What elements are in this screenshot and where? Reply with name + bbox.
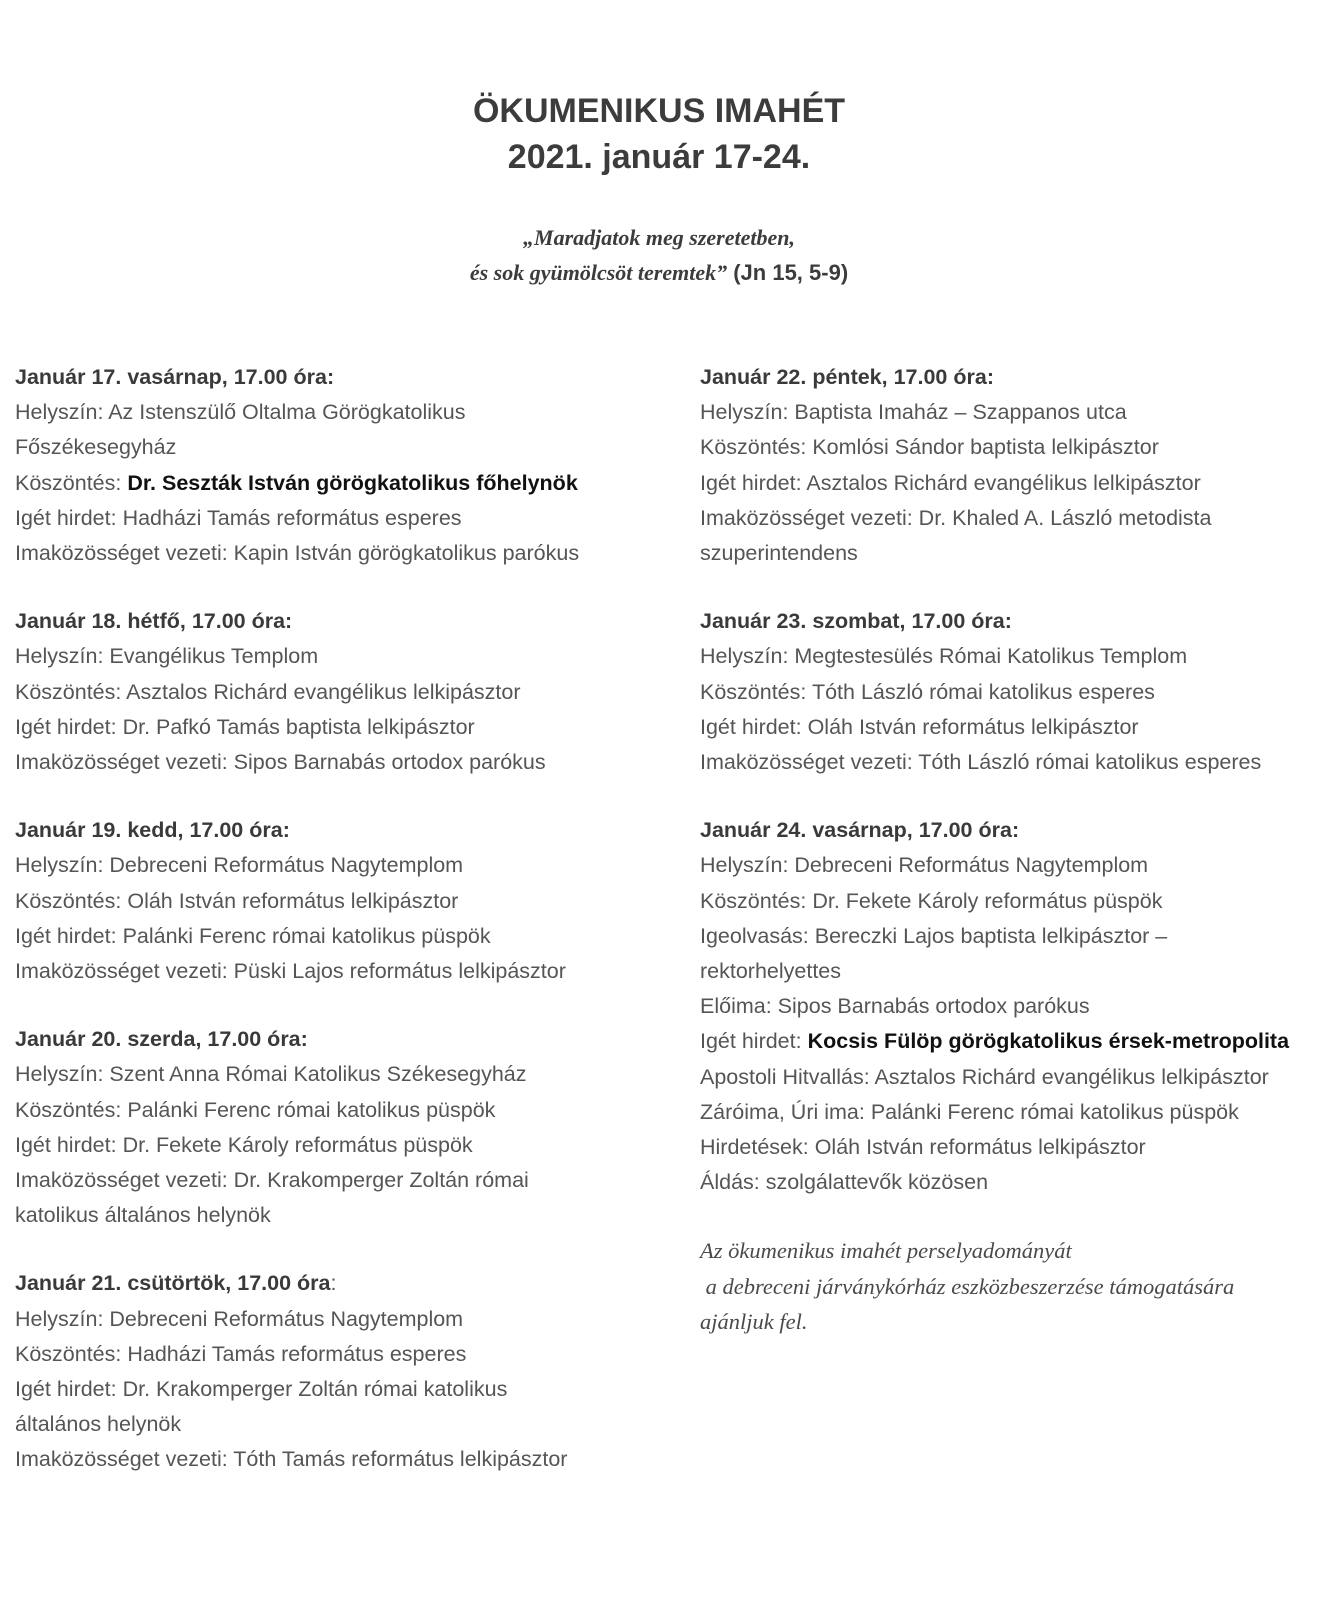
- motto-line-1: „Maradjatok meg szeretetben,: [523, 225, 795, 250]
- event-location: Helyszín: Megtestesülés Római Katolikus Templom: [700, 644, 1188, 669]
- note-line-1: Az ökumenikus imahét perselyadományát: [700, 1238, 1072, 1264]
- event-heading: Január 22. péntek, 17.00 óra:: [700, 365, 994, 389]
- document-header: [0, 88, 1318, 180]
- event-sermon: Igét hirdet: Dr. Fekete Károly református püspök: [15, 1132, 473, 1157]
- event-location: Helyszín: Debreceni Református Nagytemplom: [15, 853, 464, 878]
- event-prayer: Imaközösséget vezeti: Dr. Krakomperger Zoltán római katolikus általános helynök: [15, 1168, 529, 1228]
- event-jan-17: [15, 360, 655, 571]
- event-greeting: Köszöntés: Tóth László római katolikus esperes: [700, 679, 1155, 704]
- event-prayer: Imaközösséget vezeti: Kapin István görögkatolikus parókus: [15, 541, 580, 566]
- event-jan-23: [700, 604, 1310, 780]
- event-reading: Igeolvasás: Bereczki Lajos baptista lelkipásztor – rektorhelyettes: [700, 923, 1168, 984]
- motto-quote: [0, 220, 1318, 290]
- event-location: Helyszín: Az Istenszülő Oltalma Görögkatolikus Főszékesegyház: [15, 400, 466, 460]
- event-location: Helyszín: Evangélikus Templom: [15, 644, 319, 669]
- motto-reference: (Jn 15, 5-9): [733, 260, 849, 285]
- motto-line-2: és sok gyümölcsöt teremtek” (Jn 15, 5-9): [469, 260, 849, 285]
- event-heading: Január 19. kedd, 17.00 óra:: [15, 818, 290, 843]
- greeting-highlight: Dr. Seszták István görögkatolikus főhelynök: [127, 470, 578, 495]
- event-greeting: Köszöntés: Dr. Seszták István görögkatolikus főhelynök: [15, 470, 578, 495]
- event-blessing: Áldás: szolgálattevők közösen: [700, 1170, 989, 1195]
- note-line-3: ajánljuk fel.: [700, 1308, 808, 1334]
- event-prayer: Imaközösséget vezeti: Sipos Barnabás ortodox parókus: [15, 750, 546, 775]
- event-heading: Január 18. hétfő, 17.00 óra:: [15, 609, 293, 634]
- event-greeting: Köszöntés: Komlósi Sándor baptista lelkipásztor: [700, 435, 1159, 460]
- event-sermon: Igét hirdet: Oláh István református lelkipásztor: [700, 714, 1139, 739]
- event-jan-18: [15, 604, 655, 780]
- event-location: Helyszín: Szent Anna Római Katolikus Székesegyház: [15, 1062, 527, 1087]
- event-sermon: Igét hirdet: Hadházi Tamás református esperes: [15, 505, 462, 530]
- donation-note: [700, 1233, 1310, 1339]
- event-location: Helyszín: Debreceni Református Nagytemplom: [700, 853, 1149, 878]
- event-sermon: Igét hirdet: Palánki Ferenc római katolikus püspök: [15, 923, 491, 948]
- event-jan-24: [700, 813, 1310, 1200]
- event-prayer: Imaközösséget vezeti: Püski Lajos református lelkipásztor: [15, 959, 566, 984]
- event-sermon: Igét hirdet: Dr. Pafkó Tamás baptista lelkipásztor: [15, 714, 475, 739]
- event-jan-19: [15, 813, 655, 989]
- event-location: Helyszín: Debreceni Református Nagytemplom: [15, 1306, 464, 1331]
- event-greeting: Köszöntés: Palánki Ferenc római katolikus püspök: [15, 1097, 496, 1122]
- event-prayer: Imaközösséget vezeti: Dr. Khaled A. László metodista szuperintendens: [700, 505, 1212, 566]
- event-greeting: Köszöntés: Oláh István református lelkipásztor: [15, 888, 459, 913]
- event-closing-prayer: Záróima, Úri ima: Palánki Ferenc római katolikus püspök: [700, 1099, 1239, 1124]
- event-heading: Január 24. vasárnap, 17.00 óra:: [700, 818, 1020, 843]
- schedule-left-column: [15, 360, 655, 1511]
- event-sermon: Igét hirdet: Asztalos Richárd evangélikus lelkipásztor: [700, 470, 1201, 495]
- event-creed: Apostoli Hitvallás: Asztalos Richárd evangélikus lelkipásztor: [700, 1064, 1269, 1089]
- event-jan-20: [15, 1022, 655, 1233]
- event-heading: Január 20. szerda, 17.00 óra:: [15, 1027, 308, 1052]
- event-jan-21: [15, 1266, 655, 1477]
- event-preprayer: Előima: Sipos Barnabás ortodox parókus: [700, 994, 1090, 1019]
- event-heading: Január 21. csütörtök, 17.00 óra:: [15, 1271, 337, 1296]
- event-prayer: Imaközösséget vezeti: Tóth László római katolikus esperes: [700, 750, 1262, 775]
- event-announcements: Hirdetések: Oláh István református lelkipásztor: [700, 1135, 1146, 1160]
- schedule-right-column: [700, 360, 1310, 1339]
- event-heading: Január 23. szombat, 17.00 óra:: [700, 609, 1012, 634]
- event-sermon: Igét hirdet: Dr. Krakomperger Zoltán római katolikus általános helynök: [15, 1377, 508, 1437]
- event-dates: 2021. január 17-24.: [507, 138, 811, 176]
- event-greeting: Köszöntés: Asztalos Richárd evangélikus lelkipásztor: [15, 679, 521, 704]
- note-line-2: a debreceni járványkórház eszközbeszerzése támogatására: [700, 1273, 1235, 1299]
- event-prayer: Imaközösséget vezeti: Tóth Tamás református lelkipásztor: [15, 1447, 568, 1472]
- page-title: ÖKUMENIKUS IMAHÉT: [472, 92, 846, 130]
- sermon-highlight: Kocsis Fülöp görögkatolikus érsek-metropolita: [807, 1029, 1290, 1054]
- event-greeting: Köszöntés: Dr. Fekete Károly református püspök: [700, 888, 1163, 913]
- event-greeting: Köszöntés: Hadházi Tamás református esperes: [15, 1341, 467, 1366]
- event-heading: Január 17. vasárnap, 17.00 óra:: [15, 365, 335, 389]
- event-jan-22: [700, 360, 1310, 571]
- event-sermon: Igét hirdet: Kocsis Fülöp görögkatolikus érsek-metropolita: [700, 1029, 1290, 1054]
- event-location: Helyszín: Baptista Imaház – Szappanos utca: [700, 400, 1127, 425]
